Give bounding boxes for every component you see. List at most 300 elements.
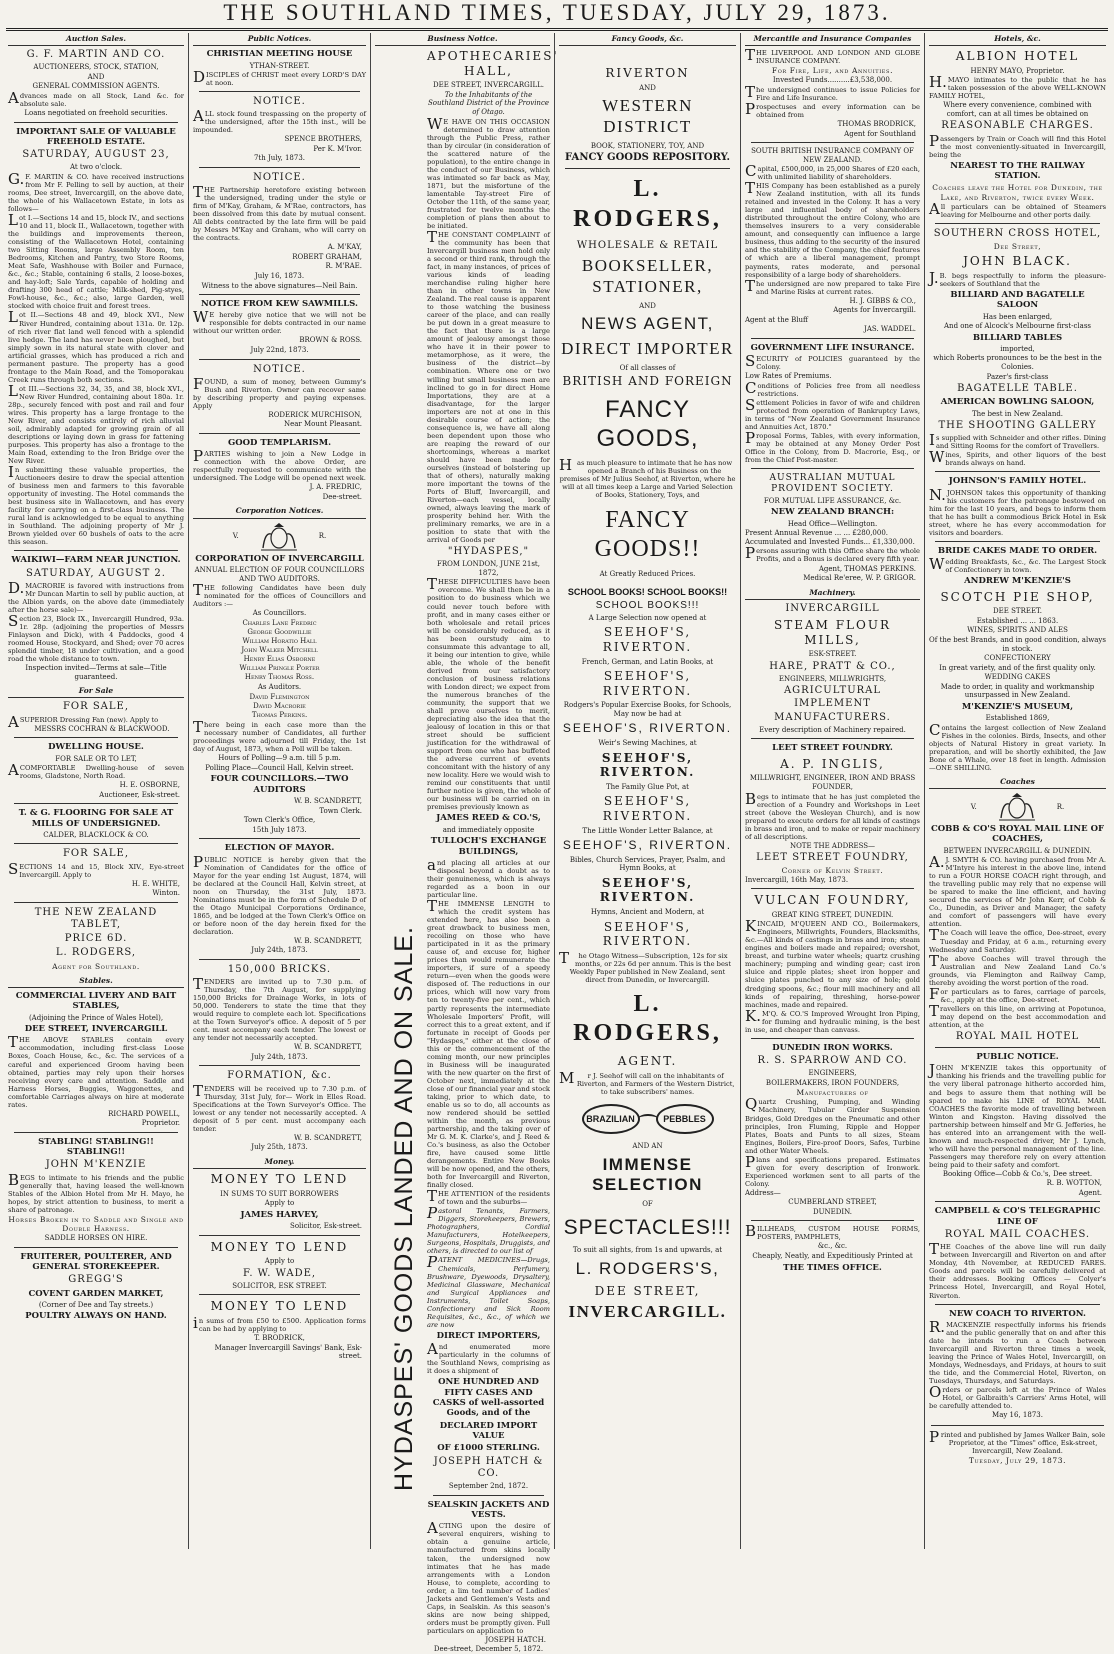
rodgers-name-2: L. RODGERS, (573, 990, 722, 1047)
steamers-text: All particulars can be obtained of Steamers leaving for Melbourne and other ports daily. (929, 199, 1106, 219)
reduced-prices: At Greatly Reduced Prices. (599, 570, 696, 579)
prospectuses-text: Prospectuses and every information can be obtained from (745, 99, 920, 119)
orders-text: Orders or parcels left at the Prince of Wales Hotel, or Galbraith's Carriers' Arms Hotel, will be carefully attended to. (929, 1383, 1106, 1411)
calder-name: CALDER, BLACKLOCK & CO. (43, 830, 149, 839)
section-header: Public Notices. (193, 33, 366, 46)
glue-pot: The Family Glue Pot, at (606, 782, 689, 791)
waikiwi-date: SATURDAY, AUGUST 2. (26, 567, 166, 579)
for-sale-heading: FOR SALE, (62, 701, 130, 713)
section-header: Auction Sales. (8, 33, 184, 46)
notice-2-date: July 16, 1873. (254, 271, 305, 280)
formation-date: July 25th, 1873. (251, 1143, 308, 1152)
let-body: ACOMFORTABLE Dwelling-house of seven rooms, Gladstone, North Road. (8, 761, 184, 781)
town-clerk-office: Town Clerk's Office, (243, 816, 316, 825)
issue-date: Tuesday, July 29, 1873. (968, 1455, 1067, 1465)
wade-title: SOLICITOR, ESK STREET. (232, 1281, 327, 1290)
billiard-tables: BILLIARD TABLES (972, 332, 1063, 343)
list-item: William Horatio Hall (242, 636, 317, 645)
spectacles-illustration (559, 1104, 736, 1134)
nz-branch: NEW ZEALAND BRANCH: (770, 507, 895, 518)
kincaid-body: KINCAID, M'QUEEN AND CO., Boilermakers, Engineers, Millwrights, Founders, Blacksmiths, &c.—All kinds of castings in brass and iron; steam engines and boilers made and repaired; overshot, breast, and turbine water wheels; quartz crushing machinery; pumping and winding gear; cast iron sluice and ripple plates; sheet iron hopper and sluice plates punched to any size of hole; gold dredging spoons, &c.; flour mill machinery and all kinds of repairing, threshing, horse-power machines, made and repaired. (745, 917, 920, 1009)
body-2: THE CONSTANT COMPLAINT of the community has been that Invercargill business men hold only a second or third rank, through the fact, in many instances, of prices of various kinds of leading merchandise ruling higher here than in other towns in New Zealand. The real cause is apparent to those watching the business career of the place, and can really be put down in a great measure to the fact that there is a large amount of jealousy amongst those who have it in their power to metamorphose, as it were, the business of the district—by combination. Where one or two willing but small business men are inclined to go in for direct Home Importations, they are at a disadvantage, for the larger importers are not at one in this desirable course of action; the consequence is, we have all along been dependent upon those who are reaping the reward of our shortcomings, whereas a market should have been made for ourselves (instead of bolstering up that of others), naturally making more important the towns of the Ports of Bluff, Invercargill, and Riverton—each vessel, locally owned, always leaving the mark of prosperity behind her. With the preliminary remarks, we are in a position to state that with the arrival of Goods per (427, 227, 550, 545)
fancy-goods-2: FANCY GOODS!! (594, 506, 701, 562)
apothecaries-heading: APOTHECARIES' HALL, (427, 49, 559, 78)
body-6: THE ATTENTION of the residents of town and the suburbs— (427, 1187, 550, 1207)
powell-name: RICHARD POWELL, (108, 1109, 180, 1118)
millwright-label: MILLWRIGHT, ENGINEER, IRON AND BRASS FOUNDER, (749, 774, 916, 791)
inhabitants-text: To the Inhabitants of the Southland District of the Province of Otago. (427, 90, 550, 116)
mayo-proprietor: HENRY MAYO, Proprietor. (970, 66, 1065, 75)
important-sale-heading: IMPORTANT SALE OF VALUABLE FREEHOLD ESTATE. (16, 126, 176, 147)
sale-date: SATURDAY, AUGUST 23, (22, 149, 170, 161)
dunedin-iron-heading: DUNEDIN IRON WORKS. (772, 1042, 893, 1053)
booking-office: Booking Office—Cobb & Co.'s, Dee street. (942, 1169, 1093, 1178)
seehof-call: Mr J. Seehof will call on the inhabitants of Riverton, and Farmers of the Western District, to take subscribers' names. (559, 1069, 735, 1097)
list-item: Thomas Perkins. (251, 711, 308, 720)
column-mercantile (740, 33, 924, 1549)
harvey-name: JAMES HARVEY, (240, 1209, 319, 1220)
firm-name: G. F. MARTIN AND CO. (26, 49, 166, 61)
museum-body: Contains the largest collection of New Zealand Fishes in the colonies. Birds, Insects, and other objects of Natural History in great variety. In preparation, and will be shortly exhibited, the Jaw Bone of a Whale, over 18 feet in length. Admission—ONE SHILLING. (929, 720, 1106, 772)
and-label: AND (639, 83, 656, 92)
lot-3: Lot III.—Sections 32, 34, 35, and 38, block XVI., New River Hundred, containing about 180a. 1r. 28p., securely fenced with post and rail and four wires. This property has a large frontage to the New River, and consists entirely of rich alluvial soil, admirably adapted for growing grain of all descriptions or laying down in grass for fattening purposes. This property has also a frontage to the Main Road, extending to the Iron Bridge over the New River. (8, 381, 184, 466)
election-body: There being in each case more than the necessary number of Candidates, all further proceedings were adjourned till Friday, the 1st day of August, 1873, when a Poll will be taken. (193, 718, 366, 754)
where-text: Where every convenience, combined with comfort, can at all times be obtained on (943, 101, 1092, 118)
company-body: THIS Company has been established as a purely New Zealand institution, with all its funds retained and invested in the Colony. It has a very large and influential body of shareholders distributed throughout the entire Colony, who are themselves insurers to a very considerable amount, and consequently can influence a large business, thus adding to the security of the insured and the stability of the Company, the chief features of which are a liberal management, prompt payments, rates moderate, and personal responsibility of a large body of shareholders. (745, 179, 920, 279)
scandrett-name: W. B. SCANDRETT, (293, 797, 362, 806)
mayor-date: July 24th, 1873. (251, 946, 308, 955)
confectionery: CONFECTIONERY (984, 654, 1051, 663)
invested-funds: Invested Funds..........£3,538,000. (772, 76, 893, 85)
cases-label: ONE HUNDRED AND FIFTY CASES AND CASKS of well-assorted Goods, and of the (432, 1377, 545, 1419)
large-selection: A Large Selection now opened at (588, 613, 707, 622)
school-books-1: SCHOOL BOOKS! SCHOOL BOOKS!! (567, 586, 728, 597)
shooting-gallery: THE SHOOTING GALLERY (938, 420, 1097, 432)
brown-ross: BROWN & ROSS. (299, 336, 362, 345)
bricks-body: TENDERS are invited up to 7.30 p.m. of Thursday, the 7th August, for supplying 150,000 Bricks for Drainage Works, in lots of 50,000. Tenderers to state the time that they would require to complete each lot. Specifications at the Town Surveyor's office. A deposit of 5 per cent. must accompany each tender. The lowest or any tender not necessarily accepted. (193, 975, 366, 1043)
sterling-label: OF £1000 STERLING. (437, 1443, 540, 1454)
seal-date: Dee-street, December 5, 1872. (433, 1645, 544, 1654)
mutual-life: FOR MUTUAL LIFE ASSURANCE, &c. (763, 496, 902, 505)
stabling-heading: STABLING! STABLING!! STABLING!! (38, 1136, 154, 1158)
partner-name: A. M'KAY, (327, 243, 362, 252)
list-item: David Flemington (249, 692, 310, 701)
livery-street: DEE STREET, INVERCARGILL (24, 1024, 168, 1035)
bookseller-label: BOOKSELLER, STATIONER, (581, 256, 714, 296)
hydaspes-label: "HYDASPES," (447, 546, 530, 558)
letter-balance: The Little Wonder Letter Balance, at (582, 826, 713, 835)
johnsons-hotel: JOHNSON'S FAMILY HOTEL. (948, 476, 1087, 487)
section-header-stables: Stables. (8, 975, 184, 988)
seehof-riverton: SEEHOF'S, RIVERTON. (562, 721, 733, 736)
advances-text: Advances made on all Stock, Land &c. for absolute sale. (8, 88, 184, 108)
cobb-heading: COBB & CO'S ROYAL MAIL LINE OF COACHES, (930, 823, 1105, 845)
tulloch-label: TULLOCH'S EXCHANGE BUILDINGS, (430, 836, 547, 857)
agent-label: AGENT. (617, 1054, 678, 1069)
annual-election: ANNUAL ELECTION OF FOUR COUNCILLORS AND TWO AUDITORS. (194, 565, 365, 583)
steam-heading: INVERCARGILL (785, 602, 880, 614)
christian-heading: CHRISTIAN MEETING HOUSE (206, 49, 353, 60)
templar-body: PARTIES wishing to join a New Lodge in connection with the above Order, are respectfully requested to communicate with the undersigned. The Lodge will be opened next week. (193, 447, 366, 483)
notice-2-body: THE Partnership heretofore existing between the undersigned, trading under the style or firm of M'Kay, Graham, & M'Rae, contractors, has been dissolved from this date by mutual consent. All debts contracted by the late firm will be paid by Messrs M'Kay and Graham, who will carry on the contracts. (193, 183, 366, 243)
wotton-title: Agent. (1078, 1188, 1102, 1197)
kew-date: July 22nd, 1873. (250, 346, 309, 355)
powell-title: Proprietor. (141, 1119, 180, 1128)
pleasure-text: Has much pleasure to intimate that he has now opened a Branch of his Business on the premises of Mr Julius Seehof, at Riverton, where he will at all times keep a Large and Varied Selection of Books, Stationery, Toys, and (559, 456, 736, 500)
gibbs-name: H. J. GIBBS & CO., (849, 296, 916, 305)
crest-r: R. (318, 532, 327, 541)
rodgers-name: L. RODGERS, (55, 947, 137, 959)
coaches-text: Coaches leave the Hotel for Dunedin, the Lake, and Riverton, twice every Week. (932, 183, 1103, 202)
list-item: Henry Elias Osborne (243, 655, 316, 664)
macrorie-text: D.MACRORIE is favored with instructions from Mr Duncan Martin to sell by public auction, at the Albion yards, on the above date (immediately after the horse sale)— (8, 578, 184, 615)
witness-text: Witness to the above signatures—Neil Bain. (201, 281, 358, 290)
apply-to: Apply to (264, 1199, 295, 1208)
dwelling-heading: DWELLING HOUSE. (48, 742, 144, 753)
note-address: NOTE THE ADDRESS— (789, 841, 876, 850)
joseph-hatch: JOSEPH HATCH. (485, 1635, 546, 1644)
direct-importers: DIRECT IMPORTERS, (436, 1330, 541, 1341)
submit-text: In submitting these valuable properties, the Auctioneers desire to draw the special attention of business men and farmers to this favorable opportunity of investing. The Hotel commands the best business site in Wallacetown, and has every facility for carrying on a first-class business. The rural land is acknowledged to be equal to anything in Southland. The adjoining property of Mr J. Brown yielded over 60 bushels of oats to the acre this season. (8, 463, 184, 547)
wines-text: Wines, Spirits, and other liquors of the best brands always on hand. (929, 448, 1106, 468)
list-item: George Goodwillie (247, 627, 312, 636)
wedding-text: Wedding Breakfasts, &c., &c. The Largest Stock of Confectionery in town. (929, 555, 1106, 575)
brodrick-name: THOMAS BRODRICK, (837, 120, 916, 128)
gibbs-title: Agents for Invercargill. (833, 306, 916, 315)
gregg-name: GREGG'S (68, 1274, 124, 1286)
mackenzie-body: R.MACKENZIE respectfully informs his friends and the public generally that on and after this date he intends to run a Coach between Invercargill and Riverton three times a week, leaving the Prince of Wales Hotel, Invercargill, on Mondays, Wednesdays, and Fridays, at hours to suit the tide, and the Commercial Hotel, Riverton, on Tuesdays, Thursdays, and Saturdays. (929, 1317, 1106, 1386)
refurnished: Has been enlarged, (982, 312, 1053, 321)
disciples-text: DISCIPLES of CHRIST meet every LORD'S DAY at noon. (193, 68, 366, 88)
section-header-money: Money. (193, 1156, 366, 1169)
imported-label: imported, (1000, 344, 1035, 353)
johnson-body: N.JOHNSON takes this opportunity of thanking his customers for the patronage bestowed on him for the last 10 years, and begs to inform them that he has built a commodious Brick Hotel in Esk street, where he has every accommodation for visitors and boarders. (929, 485, 1106, 537)
kincaid-piping: K.M'Q. & CO.'S Improved Wrought Iron Piping, for fluming and hydraulic mining, is the best in use, and cheaper than canvass. (745, 1006, 920, 1034)
crest-v: V. (232, 532, 239, 541)
rodgers-name: L. RODGERS, (573, 176, 722, 232)
coaches-travel: The above Coaches will travel through the Australian and New Zealand Land Co.'s grounds, via Flemington and Railway Camp, thereby avoiding the worst portion of the road. (929, 951, 1106, 987)
bibles-text: Bibles, Church Services, Prayer, Psalm, and Hymn Books, at (569, 855, 726, 873)
inglis-date: Invercargill, 16th May, 1873. (745, 875, 849, 884)
livery-body: THE ABOVE STABLES contain every accommodation, including first-class Loose Boxes, Coach House, &c., &c. The services of a careful and experienced Groom having been obtained, parties may rely upon their horses receiving every care and attention. Saddle and Harness Horses, Buggies, Waggonettes, and comfortable Carriages always on hire at moderate rates. (8, 1033, 184, 1109)
etc-label: &c., &c. (817, 1242, 848, 1251)
low-rates: Low Rates of Premiums. (745, 372, 832, 381)
livery-heading: COMMERCIAL LIVERY AND BAIT STABLES, (15, 990, 177, 1012)
nearest-station: NEAREST TO THE RAILWAY STATION. (950, 160, 1085, 182)
shooting-body: Is supplied with Schneider and other rifles. Dining and Sitting Rooms for the comfort of Travellers. (929, 431, 1106, 451)
kew-heading: NOTICE FROM KEW SAWMILLS. (201, 299, 358, 310)
seehof-riverton: SEEHOF'S, RIVERTON. (599, 875, 696, 905)
vertical-banner-text: HYDASPES' GOODS LANDED AND ON SALE. (390, 926, 418, 1491)
for-sale-who: MESSRS COCHRAN & BLACKWOOD. (34, 724, 170, 733)
fruiterer-heading: FRUITERER, POULTERER, AND GENERAL STOREKEEPER. (20, 1251, 172, 1272)
travellers-text: Travellers on this line, on arriving at Popotunoa, may depend on the best accommodation and attention, at the (929, 1001, 1106, 1029)
poultry-text: POULTRY ALWAYS ON HAND. (25, 1311, 167, 1322)
seehof-riverton: SEEHOF'S, RIVERTON. (602, 669, 693, 698)
security-text: SECURITY of POLICIES guaranteed by the Colony. (745, 352, 920, 372)
macrorie-lot: Section 23, Block IX., Invercargill Hundred, 93a. 1r. 28p. (adjoining the properties of Messrs Finlayson and Dick), with 4 Paddocks, good 4 roomed House, Stockyard, and Shed; over 70 acres splendid timber, 18 under cultivation, and a good road the whole distance to town. (8, 612, 184, 664)
andrew-mckenzie: ANDREW M'KENZIE'S (964, 576, 1071, 587)
sparrow-name: R. S. SPARROW AND CO. (757, 1055, 908, 1067)
scandrett-name: W. B. SCANDRETT, (293, 936, 362, 945)
tablet-heading: THE NEW ZEALAND TABLET, (34, 906, 158, 930)
leet-street-foundry: LEET STREET FOUNDRY, (756, 852, 909, 864)
section-header: Hotels, &c. (929, 33, 1106, 46)
settlement-text: Settlement Policies in favor of wife and children protected from operation of Bankruptcy Laws, in terms of "New Zealand Government Insurance and Annuities Act, 1870." (745, 395, 920, 431)
hatch-name: JOSEPH HATCH & CO. (433, 1455, 544, 1479)
wotton-name: R. B. WOTTON, (1046, 1179, 1102, 1188)
agent-at-bluff: Agent at the Bluff (745, 315, 808, 324)
black-body: J.B. begs respectfully to inform the pleasure-seekers of Southland that the (929, 268, 1106, 288)
partner-name: ROBERT GRAHAM, (292, 252, 362, 261)
crest-v: V. (970, 802, 977, 811)
agent-text: Agent for Southland. (52, 961, 140, 971)
amp-heading: AUSTRALIAN MUTUAL PROVIDENT SOCIETY. (769, 473, 896, 494)
notice-3-heading: NOTICE. (253, 363, 306, 375)
section-header-corporation: Corporation Notices. (193, 505, 366, 518)
mayor-body: PUBLIC NOTICE is hereby given that the Nomination of Candidates for the office of Mayor for the year ending 1st August, 1874, will be declared at the Council Hall, Kelvin street, at noon on Thursday, the 31st July, 1873. Nominations must be in the form of Schedule D of the Otago Municipal Corporations Ordinance, 1865, and be lodged at the Town Clerk's Office on or before noon of the day herein fixed for the declaration. (193, 852, 366, 936)
money-2-heading: MONEY TO LEND (210, 1239, 349, 1254)
from-london: FROM LONDON, JUNE 21st, 1872, (437, 560, 540, 577)
murchison-name: RODERICK MURCHISON, (268, 410, 362, 419)
medical-referee: Medical Re'eree, W. P. GRIGOR. (803, 574, 916, 583)
mckenzie-body: BEGS to intimate to his friends and the public generally that, having leased the well-known Stables of the Albion Hotel from Mr H. Mayo, he hopes, by strict attention to business, to merit a share of patronage. (8, 1170, 184, 1214)
list-item: John Walker Mitchell (241, 645, 318, 654)
bagatelle-table: BAGATELLE TABLE. (957, 383, 1078, 395)
spectacle-lens-icon (582, 1104, 640, 1134)
masthead (0, 0, 1114, 26)
great-king-street: GREAT KING STREET, DUNEDIN. (771, 910, 894, 919)
all-classes: Of all classes of (619, 363, 676, 372)
agricultural-label: AGRICULTURAL IMPLEMENT (783, 685, 882, 709)
brazilian-label: BRAZILIAN (586, 1113, 635, 1124)
news-agent: NEWS AGENT, (581, 314, 714, 334)
money-3-heading: MONEY TO LEND (210, 1299, 349, 1314)
seehof-riverton: SEEHOF'S, RIVERTON. (599, 750, 696, 780)
waddel-name: JAS. WADDEL. (864, 325, 916, 334)
brodrick-title: Agent for Southland (844, 129, 916, 138)
suit-sights: To suit all sights, from 1s and upwards, at (572, 1246, 723, 1255)
scotch-pie-shop: SCOTCH PIE SHOP, (940, 589, 1095, 604)
sealskin-body: ACTING upon the desire of several enquirers, wishing to obtain a genuine article, manufactured from skins locally taken, the undersigned now intimates that he has made arrangements with a London House, to complete, according to order, a lim ted number of Ladies' Jackets and Gentlemen's Vests and Caps, in Sealskin. As this season's skins are now being shipped, orders must be promptly given. Full particulars on application to (427, 1519, 550, 1635)
western-district: WESTERN DISTRICT (602, 96, 693, 137)
inglis-name: A. P. INGLIS, (780, 756, 885, 771)
and-label: AND (639, 301, 656, 310)
sections-body: SECTIONS 14 and 15, Block XIV., Eye-street Invercargill. Apply to (8, 859, 184, 879)
pazers-text: Pazer's first-class (986, 372, 1049, 381)
formation-body: TENDERS will be received up to 7.30 p.m. of Thursday, 31st July, for— Work in Elles Road. Specifications at the Town Surveyor's Office. The lowest or any tender not necessarily accepted. A deposit of 5 per cent. must accompany each tender. (193, 1081, 366, 1133)
cumberland-street: CUMBERLAND STREET, (788, 1198, 877, 1207)
liverpool-heading: THE LIVERPOOL AND LONDON AND GLOBE INSURANCE COMPANY. (745, 46, 920, 66)
lot-2: Lot II.—Sections 48 and 49, block XVI., New River Hundred, containing about 131a. 0r. 12p. of rich river flat land well fenced with a splendid live hedge. The land has never been ploughed, but simply sown in its natural state with clover and artificial grasses, which has produced a rich and permanent pasture. The property has a good frontage to the Main Road, and the Tomoporakau Creek runs through both sections. (8, 308, 184, 384)
engineers-label: ENGINEERS, MILLWRIGHTS, (778, 674, 887, 683)
spectacle-bridge-icon (638, 1114, 658, 1124)
printed-by: Printed and published by James Walker Bain, sole Proprietor, at the "Times" office, Esk-street, Invercargill, New Zealand. (929, 1427, 1106, 1455)
order-text: Made to order, in quality and workmanship unsurpassed in New Zealand. (940, 682, 1095, 700)
hatch-date: September 2nd, 1872. (448, 1482, 529, 1491)
southern-cross: SOUTHERN CROSS HOTEL, (933, 227, 1102, 239)
auditors-list (193, 693, 366, 720)
livery-adj: (Adjoining the Prince of Wales Hotel), (28, 1013, 164, 1022)
leet-street-heading: LEET STREET FOUNDRY. (772, 743, 893, 754)
wholesale-retail: WHOLESALE & RETAIL (576, 240, 719, 252)
coat-of-arms-icon (995, 792, 1039, 822)
accumulated-funds: Accumulated and Invested Funds... £1,330,000. (745, 537, 915, 546)
coach-leave: The Coach will leave the office, Dee-street, every Tuesday and Friday, at 6 a.m., returning every Wednesday and Saturday. (929, 926, 1106, 954)
polling-place: Polling Place—Council Hall, Kelvin street. (205, 763, 354, 772)
between-label: BETWEEN INVERCARGILL & DUNEDIN. (943, 846, 1092, 855)
bricks-heading: 150,000 BRICKS. (227, 963, 332, 975)
and-label: AND (87, 72, 105, 81)
established: Established ... ... 1863. (976, 616, 1059, 625)
capital-text: Capital, £500,000, in 25,000 Shares of £20 each, with unlimited liability of shareholders. (745, 162, 920, 182)
seehof-riverton: SEEHOF'S, RIVERTON. (562, 838, 733, 853)
french-books: French, German, and Latin Books, at (581, 657, 714, 666)
cheaply-text: Cheaply, Neatly, and Expeditiously Printed at (752, 1251, 913, 1260)
hare-pratt: HARE, PRATT & CO., (769, 660, 896, 672)
roberts-text: which Roberts pronounces to be the best in the Colonies. (933, 354, 1102, 372)
councillors-list (193, 619, 366, 683)
public-notice: PUBLIC NOTICE. (976, 1052, 1059, 1063)
apply-to: Apply to (264, 1257, 295, 1266)
seehof-riverton: SEEHOF'S, RIVERTON. (602, 625, 693, 654)
albion-heading: ALBION HOTEL (955, 49, 1080, 64)
osborne-name: H. E. OSBORNE, (119, 781, 180, 790)
sparrow-manufacturers: Manufacturers of (796, 1088, 869, 1098)
opposite-label: and immediately opposite (442, 825, 535, 834)
white-name: H. E. WHITE, (131, 879, 180, 888)
partner-name: R. M'RAE. (325, 262, 362, 271)
sparrow-boilermakers: BOILERMAKERS, IRON FOUNDERS, (765, 1078, 900, 1087)
list-item: Henry Thomas Ross. (244, 673, 315, 682)
white-title: Winton. (152, 889, 180, 898)
dee-street: DEE STREET, (594, 1283, 701, 1298)
steam-mills: STEAM FLOUR MILLS, (773, 617, 892, 647)
vulcan-heading: VULCAN FOUNDRY, (754, 893, 911, 908)
sparrow-dunedin: DUNEDIN. (812, 1207, 853, 1216)
masthead-rule (6, 28, 1108, 31)
billiard-saloon: BILLIARD AND BAGATELLE SALOON (950, 289, 1085, 311)
invercargill-label: INVERCARGILL. (568, 1302, 727, 1322)
otago-witness: The Otago Witness—Subscription, 12s for six months, or 22s 6d per annum. This is the best Weekly Paper published in New Zealand, sent direct from Dunedin, or Invercargill. (559, 948, 732, 984)
loans-text: Loans negotiated on freehold securities. (24, 108, 168, 117)
coat-of-arms-icon (257, 522, 301, 552)
manufacturers-label: MANUFACTURERS. (774, 711, 891, 723)
covent-garden: COVENT GARDEN MARKET, (28, 1288, 164, 1299)
section-header: Mercantile and Insurance Companies (745, 33, 920, 46)
mayor-heading: ELECTION OF MAYOR. (224, 843, 335, 854)
wines-spirits: WINES, SPIRITS AND ALES (967, 626, 1068, 635)
esk-street: ESK-STREET. (808, 650, 857, 659)
corner-kelvin: Corner of Kelvin Street. (781, 866, 884, 876)
spence-title: Per K. M'Ivor. (313, 144, 362, 153)
may-16-date: May 16, 1873. (992, 1411, 1043, 1420)
saddle-text: SADDLE HORSES ON HIRE. (44, 1234, 148, 1243)
body-7: Pastoral Tenants, Farmers, Diggers, Storekeepers, Brewers, Photographers, Cordial Manufacturers, Hotelkeepers, Surgeons, Hospitals, Druggists, and others, is directed to our list of (427, 1204, 550, 1256)
flooring-heading: T. & G. FLOORING FOR SALE AT MILLS OF UNDERSIGNED. (18, 808, 174, 829)
american-bowling: AMERICAN BOWLING SALOON, (940, 397, 1095, 408)
reasonable-charges: REASONABLE CHARGES. (941, 120, 1094, 132)
school-books-2: SCHOOL BOOKS!!! (595, 599, 700, 611)
british-foreign: BRITISH AND FOREIGN (562, 374, 733, 389)
money-3-sub: in sums of from £50 to £500. Application forms can be had by applying to (193, 1314, 366, 1334)
scandrett-name: W. B. SCANDRETT, (293, 1043, 362, 1052)
sparrow-plans: Plans and specifications prepared. Estimates given for every description of Ironwork. Experienced workmen sent to all parts of the Colony. (745, 1152, 920, 1188)
inglis-body: Begs to intimate that he has just completed the erection of a Foundry and Workshops in Leet street (above the Wesleyan Church), and is now prepared to execute orders for all kinds of castings in brass and iron, and to make or repair machinery of all descriptions. (745, 789, 920, 841)
john-black: JOHN BLACK. (963, 254, 1072, 269)
for-sale-2-heading: FOR SALE, (62, 848, 130, 860)
notice-1-body: ALL stock found trespassing on the property of the undersigned, after the 15th inst., will be impounded. (193, 107, 366, 135)
museum-heading: M'KENZIE'S MUSEUM, (961, 701, 1074, 712)
museum-established: Established 1869, (985, 714, 1050, 723)
fire-life: For Fire, Life, and Annuities. (771, 66, 894, 76)
body-9: And enumerated more particularly in the columns of the Southland News, comprising as it does a shipment of (427, 1340, 550, 1376)
list-item: David Macrorie (253, 701, 306, 710)
mckenzie-name: JOHN M'KENZIE (45, 1159, 147, 1171)
body-4: and placing all articles at our disposal beyond a doubt as to their genuineness, which is always regarded as a boon in our particular line. (427, 855, 550, 900)
vertical-banner (389, 41, 417, 1541)
royal-crest (929, 792, 1106, 822)
weirs-machines: Weir's Sewing Machines, at (598, 738, 697, 747)
address-label: Address— (745, 1188, 781, 1197)
osborne-title: Auctioneer, Esk-street. (99, 790, 180, 799)
riverton-heading: RIVERTON (605, 66, 690, 81)
column-auction-sales (4, 33, 188, 1549)
royal-mail-coaches: ROYAL MAIL COACHES. (944, 1229, 1091, 1241)
section-header-coaches: Coaches (929, 776, 1106, 789)
spectacle-lens-icon (656, 1104, 714, 1134)
wedding-cakes: WEDDING CAKES (984, 673, 1051, 682)
conditions-text: Conditions of Policies free from all needless restrictions. (745, 378, 920, 398)
body-1: WE HAVE ON THIS OCCASION determined to draw attention through the Public Press, rather than by circular (in consideration of the scattered nature of the population), to the entire change in the conduct of our Business, which was intimated so far back as May, 1871, but the misfortune of the lamentable Tay-street Fire of October the 11th, of the same year, frustrated for twelve months the completion of plans then about to be initiated. (427, 114, 550, 230)
body-8: PATENT MEDICINES—Drugs, Chemicals, Perfumery, Brushware, Dyewoods, Drysaltery, Medicinal Glassware, Mechanical and Surgical Appliances and Instruments, Toilet Soaps, Confectionery and Sick Room Requisites, &c., &c., of which we are now (427, 1253, 550, 1329)
as-auditors: As Auditors. (257, 683, 302, 692)
column-hotels (924, 33, 1110, 1549)
tablet-price: PRICE 6D. (64, 933, 128, 945)
new-coach-heading: NEW COACH TO RIVERTON. (949, 1308, 1086, 1319)
harvey-title: Solicitor, Esk-street. (290, 1222, 362, 1231)
scandrett-title: Town Clerk. (319, 806, 362, 815)
section-header-for-sale: For Sale (8, 685, 184, 698)
brodrick-title: Manager Invercargill Savings' Bank, Esk-street. (214, 1343, 362, 1361)
bride-cakes: BRIDE CAKES MADE TO ORDER. (937, 546, 1098, 557)
column-public-notices (188, 33, 370, 1549)
lot-1: Lot I.—Sections 14 and 15, block IV., and sections 10 and 11, block II., Wallacetown, together with the buildings and improvements thereon, consisting of the Wallacetown Hotel, containing two Sitting Rooms, large Assembly Room, ten Bedrooms, Kitchen and Pantry, two Store Rooms, Meat Safe, Washhouse with Boiler and Furnace, &c., &c.; Stable, containing 6 stalls, 2 loose-boxes, and hay-loft; Sale Yards, capable of holding and drafting 300 head of cattle; Milk-shed, Pig-styes, Fowl-house, &c., &c.; also, large Garden, well stocked with choice fruit and forest trees. (8, 211, 184, 311)
spence-date: 7th July, 1873. (253, 154, 306, 163)
and-an: AND AN (632, 1142, 663, 1151)
horses-text: Horses Broken in to Saddle and Single and Double Harness. (8, 1214, 184, 1233)
sparrow-body: Quartz Crushing, Pumping, and Winding Machinery, Tubular Girder Suspension Bridges, Gold Dredges on the Pneumatic and other principles, Iron Fluming, Ripple and Hopper Plates, Boats and Punts to all sizes, Steam Engines, Boilers, Fire-proof Doors, Safes, Turbine and other Water Wheels. (745, 1095, 920, 1155)
best-nz: The best in New Zealand. (971, 409, 1064, 418)
dee-street: DEE STREET, INVERCARGILL. (433, 81, 544, 90)
templarism-heading: GOOD TEMPLARISM. (227, 437, 332, 448)
persons-text: Persons assuring with this Office share the whole Profits, and a Bonus is declared every fifth year. (745, 544, 920, 564)
let-heading: FOR SALE OR TO LET, (55, 754, 137, 763)
head-office: Head Office—Wellington. (787, 519, 878, 528)
brodrick-name: T. BRODRICK, (254, 1334, 305, 1343)
spectacles-heading: SPECTACLES!!! (563, 1215, 732, 1239)
royal-crest (193, 522, 366, 552)
campbell-heading: CAMPBELL & CO'S TELEGRAPHIC LINE OF (934, 1206, 1101, 1227)
four-councillors: FOUR COUNCILLORS.—TWO AUDITORS (210, 774, 349, 795)
passengers-text: Passengers by Train or Coach will find this Hotel the most conveniently-situated in Invercargill, being the (929, 131, 1106, 159)
corporation-heading: CORPORATION OF INVERCARGILL (195, 553, 364, 564)
dee-street-2: DEE STREET. (993, 607, 1042, 616)
for-sale-body: ASUPERIOR Dressing Fan (new). Apply to (8, 712, 159, 731)
waikiwi-heading: WAIKIWI—FARM NEAR JUNCTION. (11, 555, 181, 566)
crest-r: R. (1056, 802, 1065, 811)
body-5: THE IMMENSE LENGTH to which the credit system has extended here, has also been a great drawback to business men, recoiling on those who have participated in it as the primary cause of, and excuse for, higher prices than would remunerate the importers, if sure of a speedy return—even when the goods were disposed of. The reductions in our prices, which will now vary from ten to twenty-five per cent., which partly represents the intermediate Wholesale Importers' Profit, will correct this to a great extent, and if fortunate in receipt of Goods per "Hydaspes," either at the close of this or the commencement of the coming month, our new principles in Business will be inaugurated with the new quarter on the first of October next, immediately at the close of our financial year and stock taking, prior to which date, to enable us so to do, all accounts as now rendered should be settled within the month, as previous partnership, and the taking over of Mr G. M. K. Clarke's, and J. Reed & Co.'s business, as also the October fire, have caused some little derangements. Entire New Books will be now opened, and the others, both for Invercargill and Riverton, finally closed. (427, 897, 550, 1190)
